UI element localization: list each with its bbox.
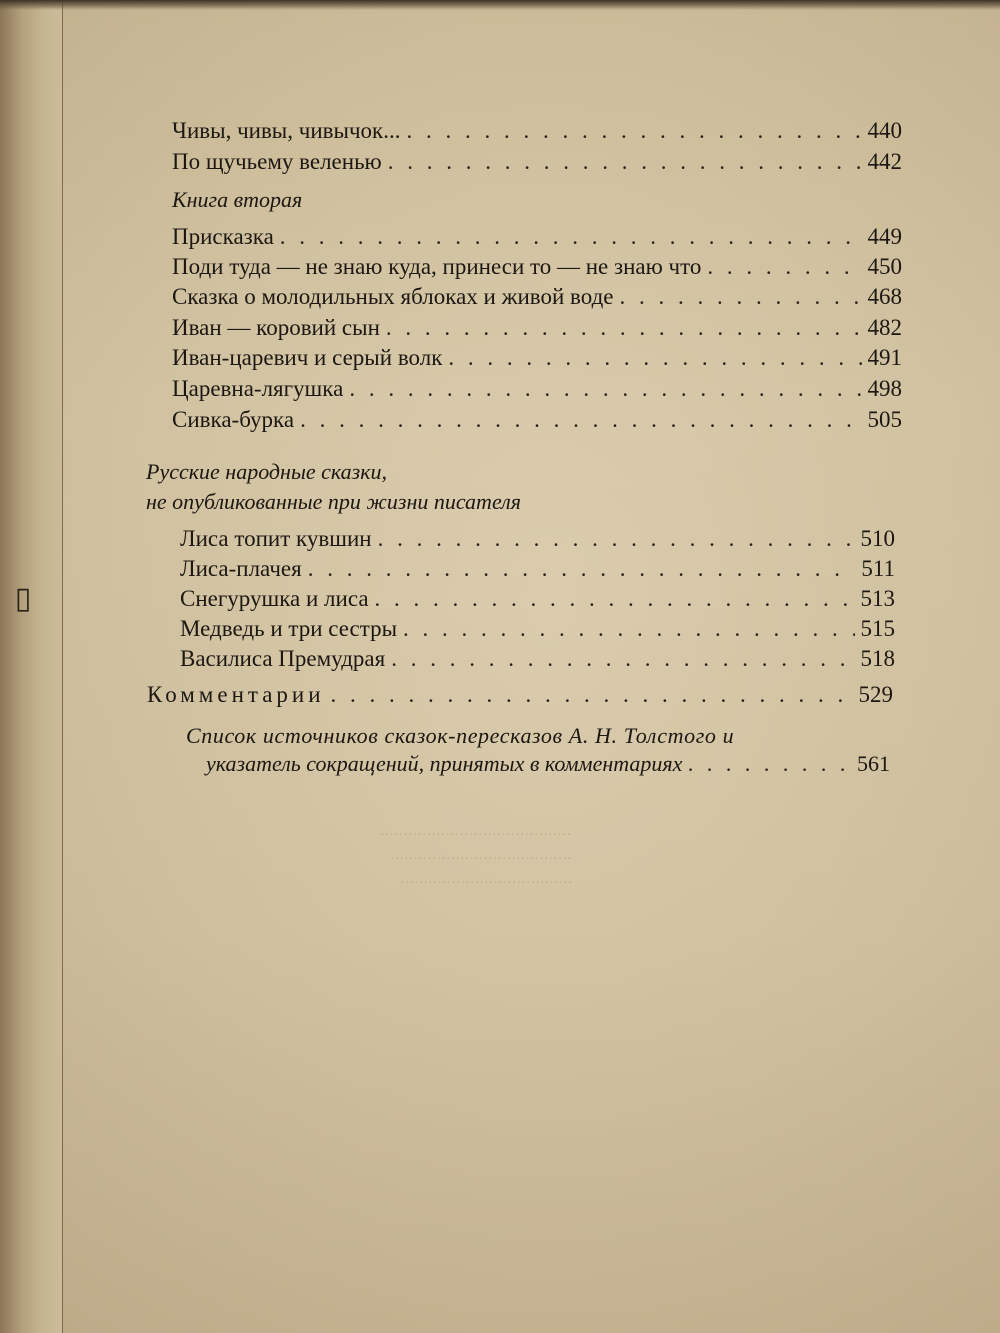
toc-entry-title: Лиса топит кувшин: [180, 526, 372, 551]
show-through-text: ·······································: [390, 852, 572, 867]
toc-entry-page: 561: [857, 751, 890, 776]
toc-entry-title: Лиса-плачея: [180, 556, 302, 581]
toc-entry-title: Иван — коровий сын: [172, 315, 380, 340]
dot-leader: [300, 405, 861, 435]
toc-entry-title: Комментарии: [147, 682, 325, 707]
toc-entry-title: Сказка о молодильных яблоках и живой воде: [172, 284, 614, 309]
toc-entry-page: 468: [867, 284, 902, 309]
toc-entry-page: 505: [867, 407, 902, 432]
toc-entry: [172, 343, 902, 373]
toc-entry-title: По щучьему веленью: [172, 149, 382, 174]
toc-entry-comments: [147, 680, 893, 710]
dot-leader: [707, 252, 861, 282]
dot-leader: [375, 584, 855, 614]
toc-entry-title: Снегурушка и лиса: [180, 586, 369, 611]
toc-entry: [172, 252, 902, 282]
toc-entry-title: указатель сокращений, принятых в комментариях: [206, 751, 683, 776]
toc-entry: [172, 405, 902, 435]
toc-entry-page: 515: [860, 616, 895, 641]
sources-line1: Список источников сказок-пересказов А. Н. Толстого и: [186, 723, 735, 748]
dot-leader: [378, 524, 855, 554]
dot-leader: [620, 282, 862, 312]
section-heading-book-two: Книга вторая: [172, 187, 303, 212]
page-top-shadow: [0, 0, 1000, 10]
toc-entry: [172, 147, 902, 177]
dot-leader: [406, 116, 861, 146]
toc-entry-title: Присказка: [172, 224, 274, 249]
spine-binding-mark: ▯: [14, 581, 32, 616]
toc-entry-page: 511: [861, 556, 895, 581]
book-spine: [0, 0, 63, 1333]
dot-leader: [331, 680, 853, 710]
show-through-text: ·····································: [400, 876, 573, 891]
toc-entry-title: Поди туда — не знаю куда, принеси то — не знаю что: [172, 254, 702, 279]
dot-leader: [688, 749, 851, 779]
toc-entry-title: Чивы, чивы, чивычок...: [172, 118, 401, 143]
dot-leader: [391, 644, 854, 674]
toc-entry: [172, 313, 902, 343]
toc-entry: [180, 554, 895, 584]
dot-leader: [403, 614, 854, 644]
toc-entry-page: 442: [867, 149, 902, 174]
toc-entry-page: 491: [867, 345, 902, 370]
toc-entry-page: 510: [860, 526, 895, 551]
toc-entry: [180, 644, 895, 674]
dot-leader: [308, 554, 856, 584]
toc-entry-title: Медведь и три сестры: [180, 616, 398, 641]
toc-entry: [180, 584, 895, 614]
toc-entry-page: 518: [860, 646, 895, 671]
toc-entry-title: Иван-царевич и серый волк: [172, 345, 443, 370]
dot-leader: [448, 343, 861, 373]
toc-entry-page: 482: [867, 315, 902, 340]
toc-entry: [172, 116, 902, 146]
dot-leader: [386, 313, 862, 343]
toc-entry-page: 450: [867, 254, 902, 279]
toc-entry: [172, 222, 902, 252]
show-through-text: ·········································: [380, 828, 572, 843]
dot-leader: [349, 374, 861, 404]
toc-entry: [172, 282, 902, 312]
dot-leader: [280, 222, 862, 252]
toc-entry-title: Царевна-лягушка: [172, 376, 344, 401]
toc-entry-page: 513: [860, 586, 895, 611]
toc-entry-title: Сивка-бурка: [172, 407, 295, 432]
toc-entry: [180, 524, 895, 554]
toc-entry-page: 440: [867, 118, 902, 143]
toc-entry-page: 529: [858, 682, 893, 707]
toc-entry-sources: [206, 749, 890, 779]
toc-entry: [172, 374, 902, 404]
toc-entry-page: 498: [867, 376, 902, 401]
section-heading-unpublished-line2: не опубликованные при жизни писателя: [146, 489, 521, 514]
section-heading-unpublished-line1: Русские народные сказки,: [146, 459, 388, 484]
dot-leader: [388, 147, 862, 177]
toc-entry-page: 449: [867, 224, 902, 249]
toc-entry-title: Василиса Премудрая: [180, 646, 386, 671]
toc-entry: [180, 614, 895, 644]
